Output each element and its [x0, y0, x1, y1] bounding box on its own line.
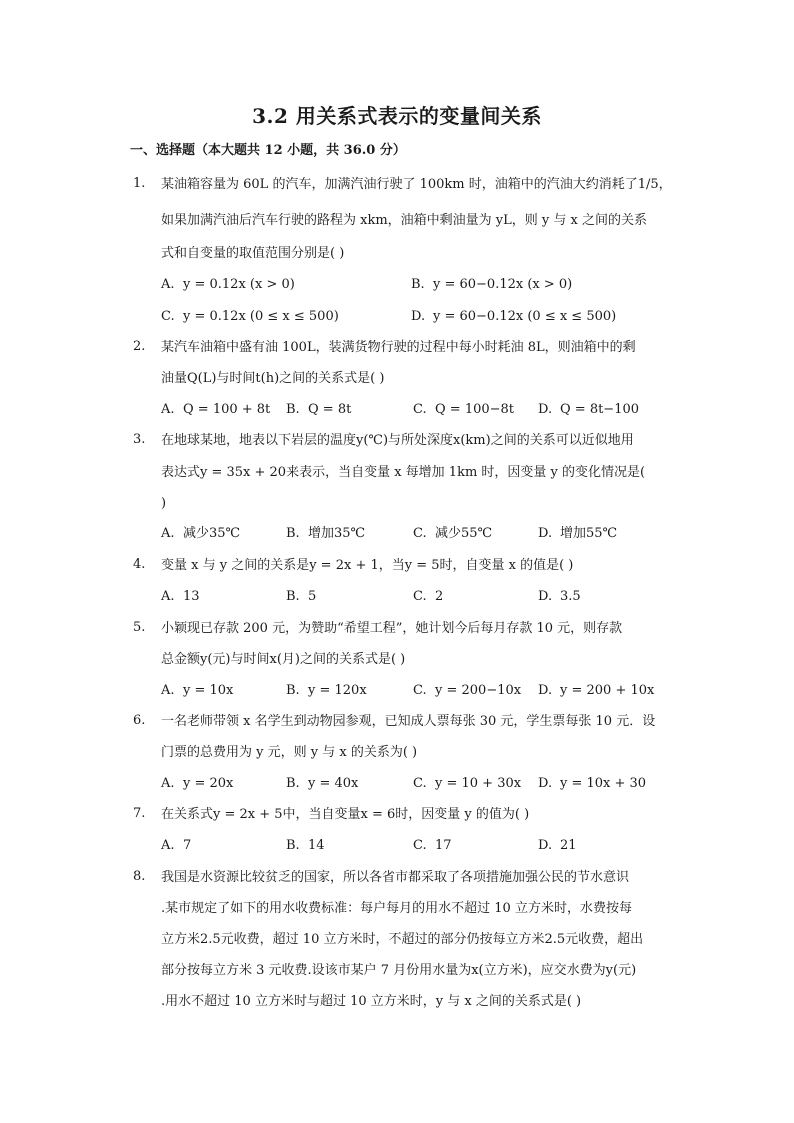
option-b	[286, 401, 351, 419]
option-b	[286, 775, 358, 793]
question-number: 4.	[133, 557, 146, 572]
option-text: y = 200−10x	[435, 683, 522, 698]
option-text: 17	[435, 838, 452, 853]
option-letter: C.	[413, 683, 427, 698]
option-letter: B.	[411, 277, 425, 292]
option-text: y = 200 + 10x	[560, 683, 655, 698]
option-b	[411, 276, 572, 294]
question-number: 6.	[133, 713, 146, 728]
option-b	[286, 837, 325, 855]
option-b	[286, 588, 316, 606]
question-text-line: 某汽车油箱中盛有油 100L，装满货物行驶的过程中每小时耗油 8L，则油箱中的剩	[161, 340, 636, 355]
question-text-line: .某市规定了如下的用水收费标准：每户每月的用水不超过 10 立方米时，水费按每	[161, 901, 632, 916]
option-d	[538, 775, 646, 793]
option-letter: D.	[538, 683, 553, 698]
option-c	[413, 775, 521, 793]
question-text-line: 在地球某地，地表以下岩层的温度y(℃)与所处深度x(km)之间的关系可以近似地用	[161, 433, 634, 448]
option-text: y = 0.12x (x > 0)	[183, 277, 295, 292]
question-number: 2.	[133, 339, 146, 354]
question-number: 7.	[133, 806, 146, 821]
question-text-line: 油量Q(L)与时间t(h)之间的关系式是( )	[161, 371, 385, 386]
option-a	[161, 837, 191, 855]
option-letter: A.	[161, 277, 175, 292]
option-letter: D.	[538, 838, 553, 853]
question-text-line: )	[161, 496, 167, 511]
question-text-line: 总金额y(元)与时间x(月)之间的关系式是( )	[161, 652, 406, 667]
option-letter: B.	[286, 683, 300, 698]
question-text-line: 立方米2.5元收费，超过 10 立方米时，不超过的部分仍按每立方米2.5元收费，超出	[161, 932, 644, 947]
option-text: y = 120x	[308, 683, 367, 698]
option-text: 增加55℃	[560, 526, 618, 541]
option-letter: A.	[161, 589, 175, 604]
option-letter: D.	[538, 402, 553, 417]
option-letter: B.	[286, 838, 300, 853]
question-text-line: 部分按每立方米 3 元收费.设该市某户 7 月份用水量为x(立方米)，应交水费为y(元)	[161, 963, 637, 978]
page-title: 3.2 用关系式表示的变量间关系	[252, 104, 542, 128]
option-text: y = 60−0.12x (x > 0)	[433, 277, 573, 292]
question-text-line: 某油箱容量为 60L 的汽车，加满汽油行驶了 100km 时，油箱中的汽油大约消耗了1/5，	[161, 177, 672, 192]
option-letter: A.	[161, 402, 175, 417]
option-letter: D.	[538, 776, 553, 791]
section-heading: 一、选择题（本大题共 12 小题，共 36.0 分）	[130, 143, 406, 158]
option-text: Q = 100 + 8t	[183, 402, 271, 417]
question-text-line: 小颖现已存款 200 元，为赞助“希望工程”，她计划今后每月存款 10 元，则存款	[161, 621, 623, 636]
question-number: 3.	[133, 432, 146, 447]
question-number: 5.	[133, 620, 146, 635]
option-text: y = 10 + 30x	[435, 776, 522, 791]
question-text-line: 式和自变量的取值范围分别是( )	[161, 246, 345, 261]
option-d	[538, 682, 654, 700]
option-text: y = 60−0.12x (0 ≤ x ≤ 500)	[433, 309, 617, 324]
option-text: 14	[308, 838, 325, 853]
option-letter: C.	[161, 309, 175, 324]
option-d	[411, 308, 616, 326]
option-text: 13	[183, 589, 200, 604]
option-letter: B.	[286, 526, 300, 541]
option-text: 3.5	[560, 589, 581, 604]
option-d	[538, 401, 639, 419]
option-letter: A.	[161, 526, 175, 541]
option-text: y = 40x	[308, 776, 359, 791]
option-text: 增加35℃	[308, 526, 366, 541]
option-text: 5	[308, 589, 317, 604]
option-letter: C.	[413, 589, 427, 604]
question-number: 1.	[133, 176, 146, 191]
option-d	[538, 588, 581, 606]
option-c	[413, 525, 492, 543]
option-c	[161, 308, 339, 326]
question-number: 8.	[133, 869, 146, 884]
option-a	[161, 525, 240, 543]
option-letter: C.	[413, 838, 427, 853]
option-text: 21	[560, 838, 577, 853]
question-text-line: 门票的总费用为 y 元，则 y 与 x 的关系为( )	[161, 745, 418, 760]
question-text-line: 一名老师带领 x 名学生到动物园参观，已知成人票每张 30 元，学生票每张 10 元．设	[161, 714, 656, 729]
option-b	[286, 525, 365, 543]
option-letter: A.	[161, 776, 175, 791]
option-letter: A.	[161, 838, 175, 853]
option-text: y = 10x + 30	[560, 776, 647, 791]
option-letter: C.	[413, 776, 427, 791]
option-a	[161, 276, 295, 294]
option-d	[538, 837, 577, 855]
option-letter: C.	[413, 526, 427, 541]
option-c	[413, 837, 452, 855]
option-letter: B.	[286, 589, 300, 604]
option-letter: A.	[161, 683, 175, 698]
option-text: 减少55℃	[435, 526, 493, 541]
option-text: y = 0.12x (0 ≤ x ≤ 500)	[183, 309, 339, 324]
option-letter: D.	[538, 589, 553, 604]
option-text: 7	[183, 838, 192, 853]
option-b	[286, 682, 367, 700]
option-a	[161, 588, 200, 606]
option-d	[538, 525, 617, 543]
option-letter: D.	[538, 526, 553, 541]
question-text-line: .用水不超过 10 立方米时与超过 10 立方米时，y 与 x 之间的关系式是( )	[161, 994, 582, 1009]
option-letter: D.	[411, 309, 426, 324]
option-text: Q = 8t−100	[560, 402, 640, 417]
option-c	[413, 588, 443, 606]
option-text: 减少35℃	[183, 526, 241, 541]
option-letter: B.	[286, 776, 300, 791]
option-text: y = 20x	[183, 776, 234, 791]
question-text-line: 如果加满汽油后汽车行驶的路程为 xkm，油箱中剩油量为 yL，则 y 与 x 之间的关系	[161, 213, 647, 228]
option-a	[161, 401, 270, 419]
option-letter: C.	[413, 402, 427, 417]
option-a	[161, 682, 233, 700]
option-text: Q = 8t	[308, 402, 352, 417]
question-text-line: 我国是水资源比较贫乏的国家，所以各省市都采取了各项措施加强公民的节水意识	[161, 870, 630, 885]
option-text: y = 10x	[183, 683, 234, 698]
question-text-line: 变量 x 与 y 之间的关系是y = 2x + 1，当y = 5时，自变量 x 的值是( )	[161, 558, 574, 573]
question-text-line: 在关系式y = 2x + 5中，当自变量x = 6时，因变量 y 的值为( )	[161, 807, 530, 822]
option-a	[161, 775, 233, 793]
option-text: Q = 100−8t	[435, 402, 515, 417]
question-text-line: 表达式y = 35x + 20来表示，当自变量 x 每增加 1km 时，因变量 y 的变化情况是(	[161, 465, 646, 480]
option-c	[413, 682, 521, 700]
option-text: 2	[435, 589, 444, 604]
option-letter: B.	[286, 402, 300, 417]
option-c	[413, 401, 514, 419]
